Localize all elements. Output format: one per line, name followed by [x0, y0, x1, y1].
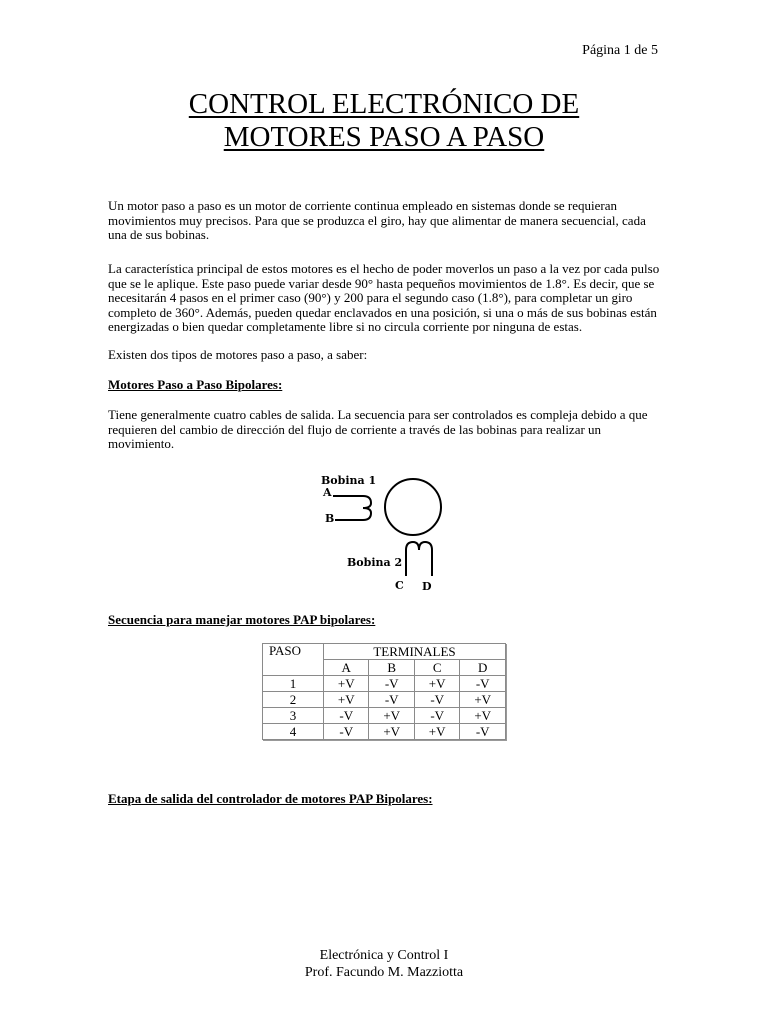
- terminal-a-cell: +V: [324, 692, 369, 708]
- footer-course: Electrónica y Control I: [319, 948, 449, 963]
- bipolar-motor-diagram: [318, 468, 450, 598]
- table-row: [263, 692, 506, 708]
- terminal-b-cell: +V: [369, 708, 414, 724]
- terminal-label: B: [369, 660, 414, 676]
- paso-cell: 3: [263, 708, 324, 724]
- bipolar-heading: Motores Paso a Paso Bipolares:: [108, 377, 283, 392]
- motor-diagram-svg: [318, 468, 450, 598]
- intro-paragraph: Un motor paso a paso es un motor de corriente continua empleado en sistemas donde se requieran movimientos muy precisos. Para que se produzca el giro, hay que alimentar de manera secuencial, cada una de sus bobinas.: [108, 198, 646, 243]
- terminal-d-cell: +V: [460, 692, 506, 708]
- terminal-d-cell: -V: [460, 724, 506, 740]
- terminal-b-cell: -V: [369, 692, 414, 708]
- terminal-label: C: [414, 660, 459, 676]
- coil-1-shape: [333, 496, 371, 520]
- bipolar-description: Tiene generalmente cuatro cables de salida. La secuencia para ser controlados es compleja debido a que requieren del cambio de dirección del flujo de corriente a través de las bobinas para realizar un movimiento.: [108, 407, 648, 452]
- paso-header: PASO: [263, 644, 324, 676]
- terminal-c-cell: -V: [414, 692, 459, 708]
- label-terminal-c: C: [395, 579, 404, 592]
- bipolar-sequence-table: [262, 643, 506, 740]
- characteristic-paragraph: La característica principal de estos motores es el hecho de poder moverlos un paso a la vez por cada pulso que se le aplique. Este paso puede variar desde 90° hasta pequeños movimientos de 1.8°. Es decir, que se necesitarán 4 pasos en el primer caso (90°) y 200 para el segundo caso (1.8°), para completar un giro completo de 360°. Además, pueden quedar enclavados en una posición, si una o más de sus bobinas están energizadas o bien quedar completamente libre si no circula corriente por ninguna de estas.: [108, 261, 660, 335]
- title-line-1: CONTROL ELECTRÓNICO DE: [188, 88, 580, 120]
- footer-professor: Prof. Facundo M. Mazziotta: [304, 965, 464, 980]
- sequence-heading: Secuencia para manejar motores PAP bipolares:: [108, 612, 376, 627]
- table-row: [263, 708, 506, 724]
- terminales-header: TERMINALES: [324, 644, 506, 660]
- page-title: [0, 88, 768, 154]
- table-row: [263, 724, 506, 740]
- terminal-a-cell: -V: [324, 724, 369, 740]
- paso-cell: 2: [263, 692, 324, 708]
- label-terminal-d: D: [422, 580, 432, 593]
- label-bobina-2: Bobina 2: [347, 556, 403, 569]
- label-bobina-1: Bobina 1: [321, 474, 377, 487]
- table-header-row: [263, 644, 506, 660]
- page-footer: [0, 947, 768, 981]
- paso-cell: 4: [263, 724, 324, 740]
- page-number: Página 1 de 5: [582, 43, 658, 58]
- terminal-a-cell: -V: [324, 708, 369, 724]
- table-row: [263, 676, 506, 692]
- title-line-2: MOTORES PASO A PASO: [223, 121, 545, 153]
- terminal-b-cell: +V: [369, 724, 414, 740]
- terminal-d-cell: +V: [460, 708, 506, 724]
- terminal-c-cell: -V: [414, 708, 459, 724]
- label-terminal-b: B: [325, 512, 335, 525]
- terminal-c-cell: +V: [414, 724, 459, 740]
- types-paragraph: Existen dos tipos de motores paso a paso, a saber:: [108, 347, 368, 362]
- output-stage-heading: Etapa de salida del controlador de motores PAP Bipolares:: [108, 791, 433, 806]
- terminal-c-cell: +V: [414, 676, 459, 692]
- coil-2-shape: [406, 542, 432, 576]
- paso-cell: 1: [263, 676, 324, 692]
- terminal-d-cell: -V: [460, 676, 506, 692]
- rotor-circle: [385, 479, 441, 535]
- terminal-label: D: [460, 660, 506, 676]
- terminal-label: A: [324, 660, 369, 676]
- terminal-b-cell: -V: [369, 676, 414, 692]
- label-terminal-a: A: [323, 486, 332, 499]
- terminal-a-cell: +V: [324, 676, 369, 692]
